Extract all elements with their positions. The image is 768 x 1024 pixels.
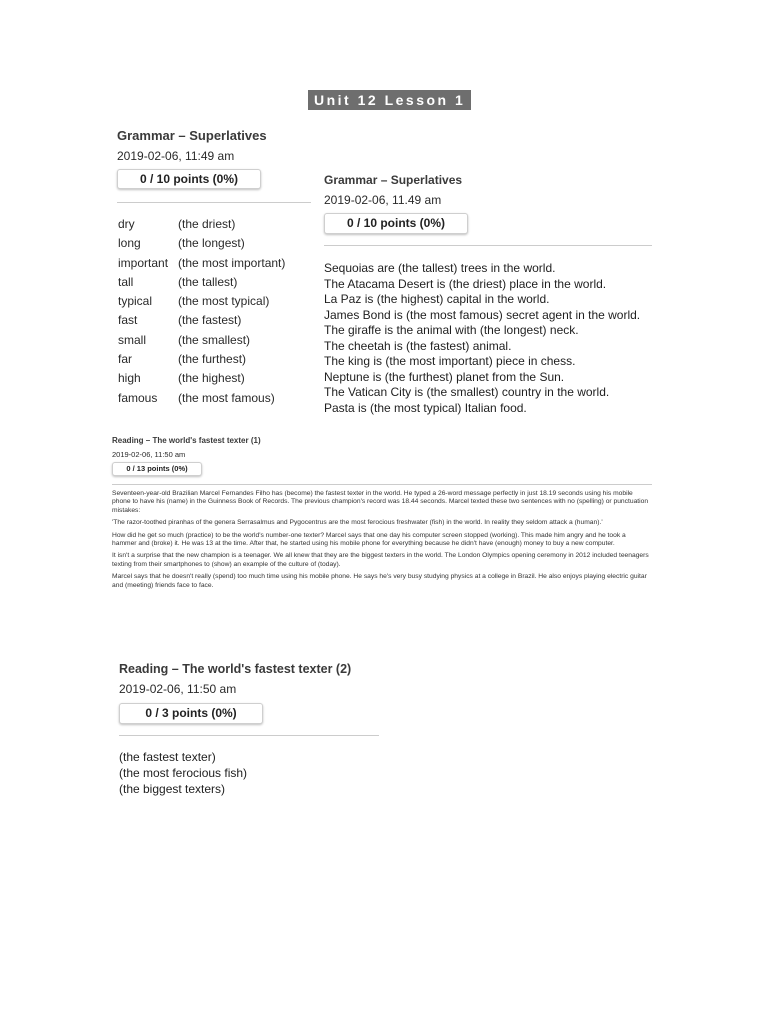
table-row (118, 389, 285, 408)
adjective: fast (118, 313, 138, 328)
adjective: tall (118, 274, 134, 289)
adjective: small (118, 332, 147, 347)
table-row (118, 292, 285, 311)
table-row (118, 254, 285, 273)
superlative-sentences (324, 261, 640, 416)
sentence: Neptune is (the furthest) planet from the Sun. (324, 369, 565, 384)
adjective: famous (118, 390, 158, 405)
divider (117, 202, 311, 203)
sentence: The cheetah is (the fastest) animal. (324, 338, 512, 353)
reading1-points-badge: 0 / 13 points (0%) (112, 462, 202, 476)
grammar-table-title: Grammar – Superlatives (117, 128, 267, 143)
table-row (118, 331, 285, 350)
table-row (118, 215, 285, 234)
grammar-sentences-date: 2019-02-06, 11.49 am (324, 193, 442, 207)
reading2-date: 2019-02-06, 11:50 am (119, 682, 237, 696)
divider (112, 484, 652, 485)
unit-title: Unit 12 Lesson 1 (308, 90, 471, 110)
sentence: Sequoias are (the tallest) trees in the world. (324, 261, 556, 275)
adjective: far (118, 352, 133, 367)
grammar-sentences-points-badge: 0 / 10 points (0%) (324, 213, 468, 234)
reading1-text (112, 490, 652, 594)
answer: (the biggest texters) (119, 782, 226, 796)
sentence: The Atacama Desert is (the driest) place in the world. (324, 276, 607, 291)
table-row (118, 273, 285, 292)
answer: (the fastest texter) (119, 750, 216, 764)
superlative-answer: (the furthest) (178, 352, 247, 367)
sentence: La Paz is (the highest) capital in the world. (324, 292, 550, 306)
paragraph: Seventeen-year-old Brazilian Marcel Fernandes Filho has (become) the fastest texter in the world. He typed a 26-word message perfectly in just 18.19 seconds using his mobile phone to have his (name) in the Guinness Book of Records. The previous champion's record was 18.44 seconds. Marcel texted these two sentences with no (spelling) or punctuation mistakes: (112, 490, 649, 514)
superlative-answer: (the most important) (178, 255, 286, 270)
table-row (118, 234, 285, 253)
superlative-answer: (the tallest) (178, 274, 238, 289)
reading1-title: Reading – The world's fastest texter (1) (112, 436, 261, 445)
sentence: The king is (the most important) piece in chess. (324, 354, 576, 368)
grammar-sentences-title: Grammar – Superlatives (324, 173, 463, 187)
adjective: important (118, 255, 169, 270)
sentence: James Bond is (the most famous) secret agent in the world. (324, 307, 641, 322)
paragraph: How did he get so much (practice) to be the world's number-one texter? Marcel says that one day his computer screen stopped (working). This made him angry and he took a hammer and (broke) it. He was 13 at the time. After that, he started using his mobile phone for everything because he didn't have (enough) money to buy a new computer. (112, 531, 626, 548)
superlative-answer: (the most famous) (178, 390, 275, 405)
adjective: long (118, 236, 141, 251)
answer: (the most ferocious fish) (119, 766, 248, 780)
superlative-answer: (the highest) (178, 371, 245, 386)
adjective: typical (118, 294, 153, 309)
paragraph: 'The razor-toothed piranhas of the genera Serrasalmus and Pygocentrus are the most ferocious freshwater (fish) in the world. In reality they seldom attack a (human).' (112, 519, 603, 527)
grammar-table-date: 2019-02-06, 11:49 am (117, 149, 235, 163)
adjective: dry (118, 217, 135, 231)
table-row (118, 311, 285, 330)
reading1-date: 2019-02-06, 11:50 am (112, 450, 186, 459)
superlative-answer: (the driest) (178, 217, 236, 231)
table-row (118, 369, 285, 388)
divider (324, 245, 652, 246)
grammar-table-points-badge: 0 / 10 points (0%) (117, 169, 261, 189)
reading2-title: Reading – The world's fastest texter (2) (119, 662, 352, 676)
sentence: Pasta is (the most typical) Italian food. (324, 400, 527, 415)
superlative-answer: (the fastest) (178, 313, 242, 328)
paragraph: It isn't a surprise that the new champion is a teenager. We all knew that they are the biggest texters in the world. The London Olympics opening ceremony in 2012 included teenagers texting from their smartphones to (show) an example of the culture of (today). (112, 552, 649, 568)
paragraph: Marcel says that he doesn't really (spend) too much time using his mobile phone. He says he's very busy studying physics at a college in Brazil. He also enjoys playing electric guitar and (meeting) friends face to face. (112, 573, 647, 589)
superlative-answer: (the most typical) (178, 294, 270, 309)
sentence: The Vatican City is (the smallest) country in the world. (324, 385, 610, 399)
table-row (118, 350, 285, 369)
superlative-answer: (the longest) (178, 236, 245, 251)
sentence: The giraffe is the animal with (the longest) neck. (324, 323, 579, 337)
superlative-answer: (the smallest) (178, 332, 251, 347)
superlatives-table (118, 215, 285, 408)
reading2-answers (119, 749, 247, 797)
divider (119, 735, 379, 736)
adjective: high (118, 371, 141, 386)
reading2-points-badge: 0 / 3 points (0%) (119, 703, 263, 724)
